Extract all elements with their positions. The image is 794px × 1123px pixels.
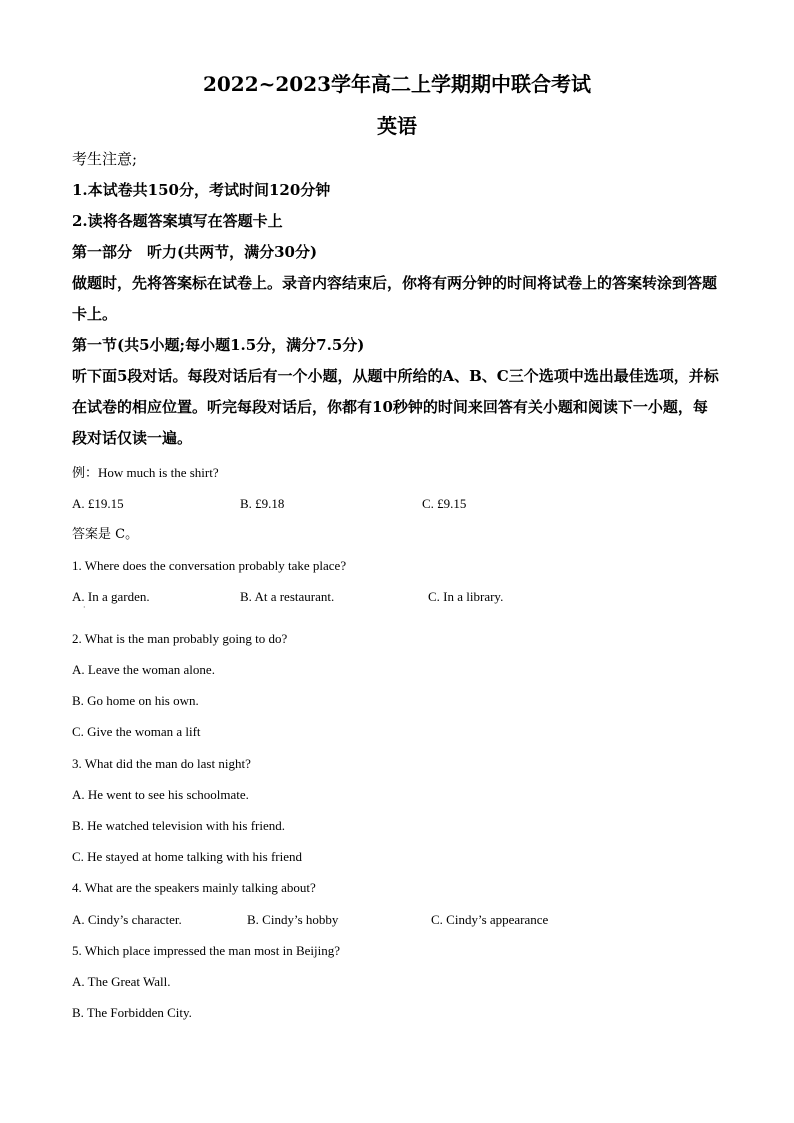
question-2-option-b: B. Go home on his own. (72, 693, 199, 708)
part1-heading: 第一部分 听力(共两节，满分30分) (72, 243, 318, 261)
question-2: 2. What is the man probably going to do? (72, 631, 288, 646)
question-4-option-a: A. Cindy’s character. (72, 912, 182, 927)
example-question: 例：How much is the shirt? (72, 465, 219, 480)
question-3-option-a: A. He went to see his schoolmate. (72, 787, 249, 802)
question-5-option-b: B. The Forbidden City. (72, 1005, 192, 1020)
exam-subject: 英语 (377, 114, 417, 138)
question-1-option-a: A. In a garden. (72, 589, 150, 604)
question-1-option-c: C. In a library. (428, 589, 504, 604)
example-option-a: A. £19.15 (72, 496, 124, 511)
section1-instruction: 听下面5段对话。每段对话后有一个小题，从题中所给的A、B、C三个选项中选出最佳选项，并标在试卷的相应位置。听完每段对话后，你都有10秒钟的时间来回答有关小题和阅读下一小题，每段对话仅读一遍。 (72, 367, 719, 447)
notes-item-1: 1.本试卷共150分，考试时间120分钟 (72, 181, 331, 199)
question-3-option-c: C. He stayed at home talking with his friend (72, 849, 302, 864)
question-4: 4. What are the speakers mainly talking about? (72, 880, 316, 895)
question-1-option-b: B. At a restaurant. (240, 589, 335, 604)
part1-instruction: 做题时，先将答案标在试卷上。录音内容结束后，你将有两分钟的时间将试卷上的答案转涂到答题卡上。 (72, 274, 718, 323)
question-4-option-c: C. Cindy’s appearance (431, 912, 549, 927)
notes-heading: 考生注意; (72, 150, 138, 168)
question-3-option-b: B. He watched television with his friend. (72, 818, 286, 833)
exam-title: 2022~2023学年高二上学期期中联合考试 (202, 72, 592, 96)
question-5: 5. Which place impressed the man most in Beijing? (72, 943, 341, 958)
section1-heading: 第一节(共5小题;每小题1.5分，满分7.5分) (72, 336, 365, 354)
question-3: 3. What did the man do last night? (72, 756, 251, 771)
question-4-option-b: B. Cindy’s hobby (247, 912, 339, 927)
question-2-option-c: C. Give the woman a lift (72, 724, 201, 739)
question-2-option-a: A. Leave the woman alone. (72, 662, 215, 677)
stray-mark: · (83, 603, 86, 612)
question-5-option-a: A. The Great Wall. (72, 974, 171, 989)
example-option-c: C. £9.15 (422, 496, 467, 511)
question-1: 1. Where does the conversation probably take place? (72, 558, 347, 573)
notes-item-2: 2.读将各题答案填写在答题卡上 (72, 212, 283, 230)
example-answer: 答案是 C。 (72, 527, 139, 542)
example-option-b: B. £9.18 (240, 496, 285, 511)
